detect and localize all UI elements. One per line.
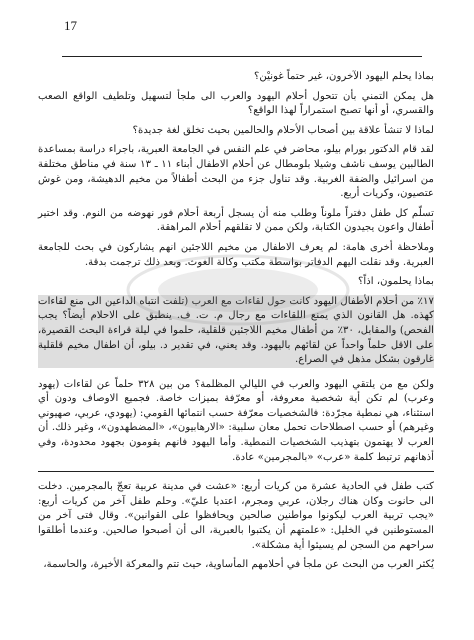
article-body (38, 70, 434, 578)
paragraph: يُكثر العرب من البحث عن ملجأ في أحلامهم المأساوية، حيث تتم والمعركة الأخيرة، والحاسمة، (43, 559, 434, 571)
paragraph: كتب طفل في الحادية عشرة من كريات أربع: «عشت في مدينة عربية تعجّ بالمجرمين. دخلت الى حانوت وكان هناك رجلان، عربي ومجرم، اعتديا عليّ». وحلم طفل آخر من كريات أربع: «يجب تربية العرب ليكونوا مواطنين صالحين ويحافظوا على القوانين». وقال فتى آخر من المستوطنين في الخليل: «علمتهم أن يكتبوا بالعبرية، الى أن أصبحوا صالحين. وعندما أطلقوا سراحهم من السجن لم يسيئوا أية مشكلة». (38, 481, 434, 551)
highlighted-paragraph: ١٧٪ من أحلام الأطفال اليهود كانت حول لقاءات مع العرب (تلفت انتباه الداعين الى منع لقاءات كهذه. هل القانون الذي يمنع اللقاءات مع رجال م. ت. ف. ينطبق على الاحلام أيضاً؟ يجب الفحص) والمقابل، ٣٠٪ من أطفال مخيم اللاجئين قلقلية، حلموا في ليلة قراءة البحث القصيرة، على الاقل حلماً واحداً عن لقائهم باليهود. وقد يعني، في تقدير د. بيلو، أن اطفال مخيم قلقلية غارقون بشكل مذهل في الصراع. (38, 295, 434, 368)
paragraph: بماذا يحلمون، اذاً؟ (358, 276, 434, 288)
paragraph: لماذا لا تنشأ علاقة بين أصحاب الأحلام والحالمين بحيث تخلق لغة جديدة؟ (132, 124, 434, 136)
paragraph: بماذا يحلم اليهود الآخرون، غير حتماً غونيْن؟ (254, 71, 434, 82)
section-divider (38, 471, 434, 472)
paragraph: تسلّم كل طفل دفتراً ملوناً وطلب منه أن يسجل أربعة أحلام فور نهوضه من النوم. وقد اختير أطفال واعون يجيدون الكتابة، ولكن ممن لا تقلقهم أحلام المراهقة. (38, 207, 434, 234)
paragraph: لقد قام الدكتور بورام بيلو، محاضر في علم النفس في الجامعة العبرية، باجراء دراسة بمساعدة الطالبين يوسف ناشف وشيلا بلومطال عن أحلام الاطفال أبناء ١١ ـ ١٣ سنة في مناطق مختلفة من اسرائيل والضفة الغربية. وقد تناول جزء من البحث أطفالاً من مخيم الدهيشة، ومن غوش عتصيون، وكريات أربع. (38, 144, 434, 200)
paragraph: هل يمكن التمني بأن تتحول أحلام اليهود والعرب الى ملجأ لتسهيل وتلطيف الواقع الصعب والقسري، أو أنها تصبح استمراراً لهذا الواقع؟ (38, 90, 434, 117)
paragraph: ولكن مع من يلتقي اليهود والعرب في الليالي المظلمة؟ من بين ٣٢٨ حلماً عن لقاءات (يهود وعرب) لم تكن أية شخصية معروفة، أو معرّفة بميزات خاصة. فجميع الاوصاف ودون أي استثناء، هي نمطية مجرّدة: فالشخصيات معرّفة حسب انتمائها القومي: (يهودي، عربي، صهيوني وغيرهم) أو حسب اصطلاحات تحمل معان سلبية: «الارهابيون»، «المضطهدون»، وغير ذلك. أن العرب لا يهتمون بتهذيب الشخصيات النمطية. وأما اليهود فانهم يقومون بجهود محدودة، وفي أذهانهم ترتبط كلمة «عرب» «بالمجرمين» عادة. (38, 378, 434, 463)
header-rule (62, 56, 422, 57)
page-number: 17 (64, 18, 77, 33)
paragraph: وملاحظة أخرى هامة: لم يعرف الاطفال من مخيم اللاجئين انهم يشاركون في بحث للجامعة العبرية. وقد نقلت اليهم الدفاتر بواسطة مكتب وكالة الغوث. وبعد ذلك ترجمت بدقة. (38, 241, 434, 268)
